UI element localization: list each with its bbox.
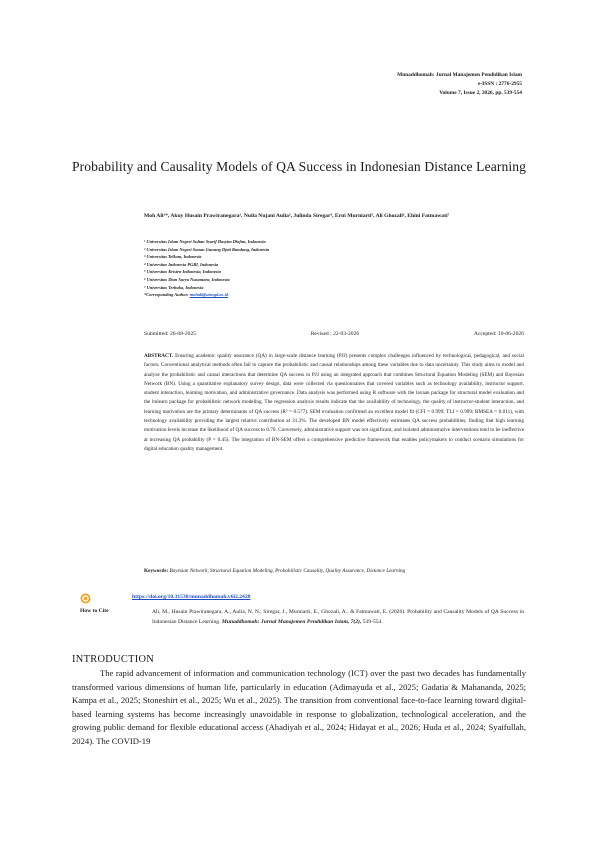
affiliation-item: ⁵ Universitas Kristen Indonesia, Indonesia	[144, 269, 221, 275]
keywords	[144, 567, 524, 576]
affiliation-item: ¹ Universitas Islam Negeri Sultan Syarif Hasyim Dlofan, Indonesia	[144, 239, 266, 244]
doi-row	[80, 593, 530, 605]
journal-name: Munaddhomah: Jurnal Manajemen Pendidikan Islam	[397, 72, 522, 78]
journal-issn: e-ISSN : 2776-2955	[477, 81, 522, 88]
journal-header	[222, 71, 522, 99]
keywords-list: Bayesian Network, Structural Equation Modeling, Probabilistic Causality, Quality Assurance, Distance Learning	[168, 568, 406, 574]
abstract-label: ABSTRACT.	[144, 353, 174, 359]
affiliation-item: ⁶ Universitas Dian Surya Nusantara, Indonesia	[144, 276, 230, 282]
abstract-text: Ensuring academic quality assurance (QA) in large-scale distance learning (PJJ) presents complex challenges influenced by technological, pedagogical, and social factors. Conventional analytical methods often fail to capture the probabilistic and causal relationships among these variables due to data uncertainty. This study aims to model and analyze the probabilistic and causal interactions that determine QA success in PJJ using an integrated approach that combines Structural Equation Modeling (SEM) and Bayesian Network (BN). Using a quantitative explanatory survey design, data were collected via questionnaires that covered variables such as technology availability, instructor support, student interaction, learning motivation, and administrative governance. Data analysis was performed using R software with the lavaan package for structural model evaluation and the bnlearn package for probabilistic network modeling. The regression analysis results indicate that the availability of technology, the quality of instructor-student interaction, and learning motivation are the primary determinants of QA success (R² = 0.577). SEM evaluation confirmed an excellent model fit (CFI = 0.999; TLI = 0.999; RMSEA = 0.011), with technology availability providing the largest relative contribution at 31.3%. The developed BN model effectively estimates QA success probabilities, finding that high learning motivation levels increase the likelihood of QA success to 0.70. Conversely, administrative support was not significant, and isolated administrative interventions tend to be ineffective at increasing QA probability (P = 0.45). The integration of BN-SEM offers a comprehensive predictive framework that enables policymakers to conduct scenario simulations for digital education quality management.	[144, 353, 524, 452]
accepted-date: Accepted: 10-06-2026	[473, 331, 524, 337]
doi-link[interactable]: https://doi.org/10.31538/munaddhomah.v6i2.2428	[132, 594, 251, 600]
affiliation-item: ⁷ Universitas Terbuka, Indonesia	[144, 284, 204, 290]
submission-dates	[144, 331, 524, 337]
how-to-cite-label: How to Cite	[80, 608, 109, 614]
affiliation-list	[144, 238, 504, 299]
corresponding-email-link[interactable]: mohali@uinsgd.ac.id	[189, 292, 229, 298]
journal-volume: Volume 7, Issue 2, 2026, pp. 539-554	[439, 90, 522, 97]
open-access-icon	[80, 593, 91, 604]
citation-journal: Munaddhomah: Jurnal Manajemen Pendidikan Islam, 7(2),	[221, 618, 362, 625]
submitted-date: Submitted: 26-08-2025	[144, 331, 197, 337]
corresponding-label: *Corresponding Author:	[144, 292, 189, 298]
paper-title: Probability and Causality Models of QA Success in Indonesian Distance Learning	[72, 159, 527, 174]
abstract	[144, 352, 524, 454]
citation-authors: Ali, M., Husain Prawiranegara, A., Aulia, N. N., Siregar, J., Murniarti, E., Ghozali, A., & Fatmawati, E. (2026). Probability and Causality Models of QA Success in Indonesian Distance Learning.	[152, 609, 524, 625]
affiliation-item: ² Universitas Islam Negeri Sunan Gunung Djati Bandung, Indonesia	[144, 246, 270, 252]
affiliation-item: ³ Universitas Telkom, Indonesia	[144, 254, 202, 260]
introduction-paragraph: The rapid advancement of information and communication technology (ICT) over the past two decades has fundamentally transformed various dimensions of human life, particularly in education (Adimayuda et al., 2025; Gadatia & Mahananda, 2025; Kampa et al., 2025; Stoneshirt et al., 2025; Wu et al., 2025). The transition from conventional face-to-face learning toward digital-based learning systems has become increasingly unavoidable in response to globalization, technological acceleration, and the growing public demand for flexible educational access (Ahadiyah et al., 2024; Hidayat et al., 2026; Huda et al., 2024; Syaifullah, 2024). The COVID-19	[72, 668, 526, 746]
citation-pages: 539-554.	[361, 618, 383, 625]
revised-date: Revised : 22-03-2026	[310, 331, 360, 337]
keywords-label: Keywords:	[144, 568, 169, 574]
section-heading-introduction: INTRODUCTION	[72, 654, 155, 665]
corresponding-author	[144, 291, 504, 299]
affiliation-item: ⁴ Universitas Indonesia PGRI, Indonesia	[144, 261, 219, 267]
author-list: Moh Ali¹*, Akuy Husain Prawiranegara², Nuila Nujani Aulia³, Julinda Siregar⁴, Erni Murniarti⁵, Ali Ghozali⁶, Ehini Fatmawati⁷	[144, 213, 450, 219]
citation-text	[152, 608, 524, 627]
